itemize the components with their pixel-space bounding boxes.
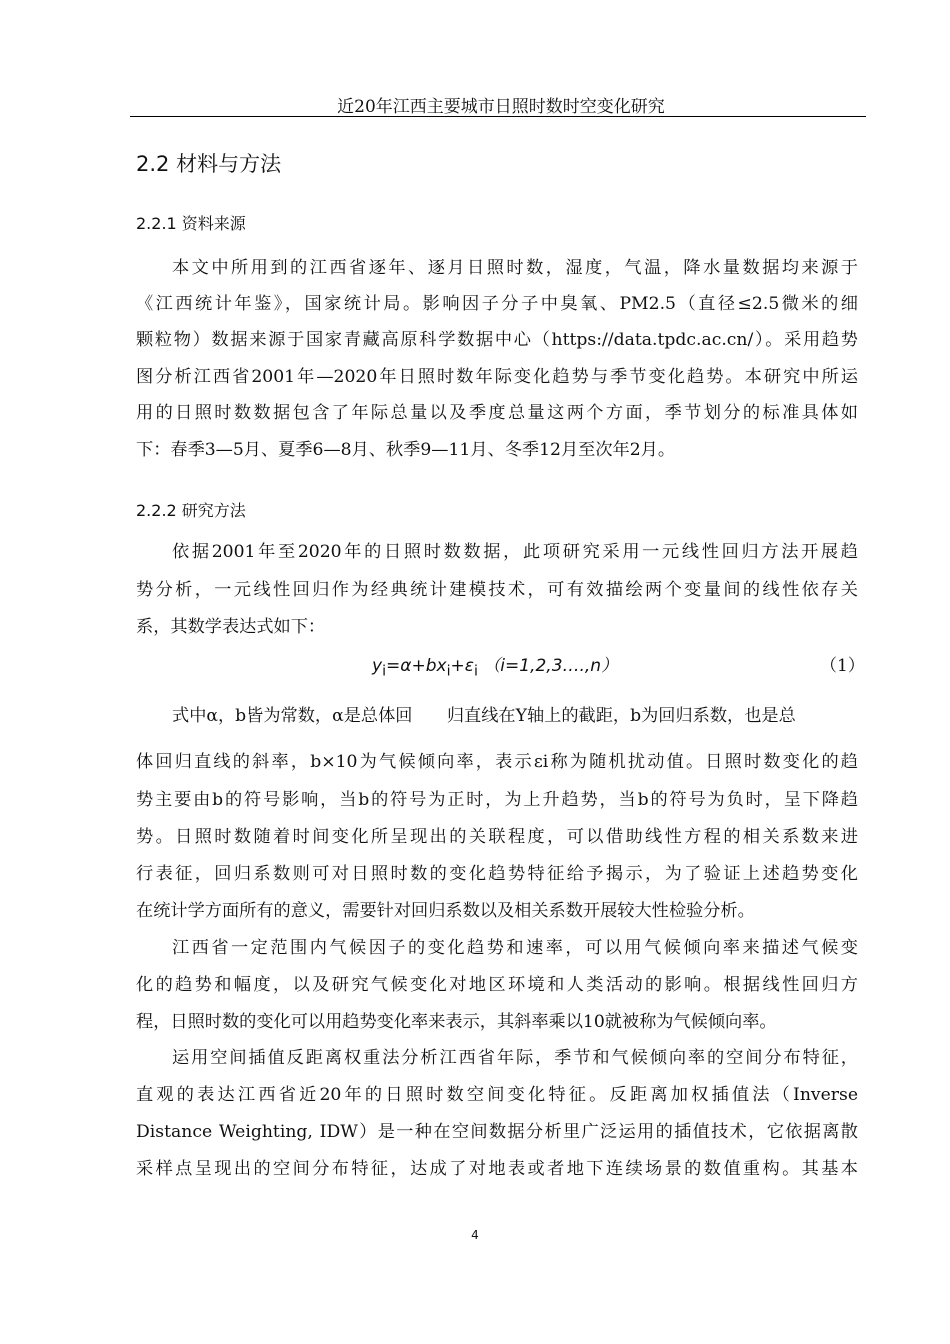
formula-sub: i: [382, 663, 386, 680]
text-line: 直观的表达江西省近20年的日照时数空间变化特征。反距离加权插值法（Inverse: [136, 1085, 858, 1105]
subsection-heading-methods: 2.2.2 研究方法: [136, 501, 246, 520]
formula-eps: +ε: [450, 656, 474, 676]
formula-x: x: [436, 656, 447, 676]
formula-sub: i: [473, 663, 478, 680]
text-line: 程，日照时数的变化可以用趋势变化率来表示，其斜率乘以10就被称为气候倾向率。: [136, 1012, 777, 1032]
subsection-heading-data-source: 2.2.1 资料来源: [136, 214, 246, 233]
text-line: 《江西统计年鉴》，国家统计局。影响因子分子中臭氧、PM2.5（直径≤2.5微米的细: [136, 294, 858, 314]
text-line: 系，其数学表达式如下：: [136, 617, 326, 637]
text-line: 势分析，一元线性回归作为经典统计建模技术，可有效描绘两个变量间的线性依存关: [136, 580, 858, 600]
regression-formula: [372, 651, 618, 679]
section-heading: 2.2 材料与方法: [136, 152, 282, 176]
formula-eq: =α+b: [386, 656, 437, 676]
formula-y: y: [372, 656, 383, 676]
text-line: 式中α，b皆为常数，α是总体回 归直线在Y轴上的截距，b为回归系数，也是总: [172, 706, 796, 726]
header-rule: [130, 116, 866, 117]
text-line: 图分析江西省2001年—2020年日照时数年际变化趋势与季节变化趋势。本研究中所运: [136, 367, 858, 387]
text-line: 行表征，回归系数则可对日照时数的变化趋势特征给予揭示，为了验证上述趋势变化: [136, 864, 858, 884]
text-line: 江西省一定范围内气候因子的变化趋势和速率，可以用气候倾向率来描述气候变: [172, 938, 858, 958]
text-line: 在统计学方面所有的意义，需要针对回归系数以及相关系数开展较大性检验分析。: [136, 901, 755, 921]
text-line: 势。日照时数随着时间变化所呈现出的关联程度，可以借助线性方程的相关系数来进: [136, 827, 858, 847]
text-line: 运用空间插值反距离权重法分析江西省年际，季节和气候倾向率的空间分布特征，: [172, 1048, 858, 1068]
text-line: 颗粒物）数据来源于国家青藏高原科学数据中心（https://data.tpdc.ac.cn/）。采用趋势: [136, 330, 858, 350]
running-header: 近20年江西主要城市日照时数时空变化研究: [337, 97, 665, 117]
text-line: 用的日照时数数据包含了年际总量以及季度总量这两个方面，季节划分的标准具体如: [136, 403, 858, 423]
text-line: 采样点呈现出的空间分布特征，达成了对地表或者地下连续场景的数值重构。其基本: [136, 1159, 858, 1179]
equation-number: （1）: [820, 656, 865, 676]
page-number: 4: [471, 1228, 479, 1242]
text-line: 化的趋势和幅度，以及研究气候变化对地区环境和人类活动的影响。根据线性回归方: [136, 975, 858, 995]
text-line: 势主要由b的符号影响，当b的符号为正时，为上升趋势，当b的符号为负时，呈下降趋: [136, 790, 858, 810]
text-line: 下：春季3—5月、夏季6—8月、秋季9—11月、冬季12月至次年2月。: [136, 440, 676, 460]
text-line: 依据2001年至2020年的日照时数数据，此项研究采用一元线性回归方法开展趋: [172, 542, 858, 562]
formula-sub: i: [446, 663, 451, 680]
formula-range: （i=1,2,3….,n）: [483, 656, 619, 676]
text-line: 体回归直线的斜率，b×10为气候倾向率，表示εi称为随机扰动值。日照时数变化的趋: [136, 752, 858, 772]
text-line: 本文中所用到的江西省逐年、逐月日照时数，湿度，气温，降水量数据均来源于: [172, 258, 858, 278]
text-line: Distance Weighting, IDW）是一种在空间数据分析里广泛运用的插值技术，它依据离散: [136, 1122, 858, 1142]
